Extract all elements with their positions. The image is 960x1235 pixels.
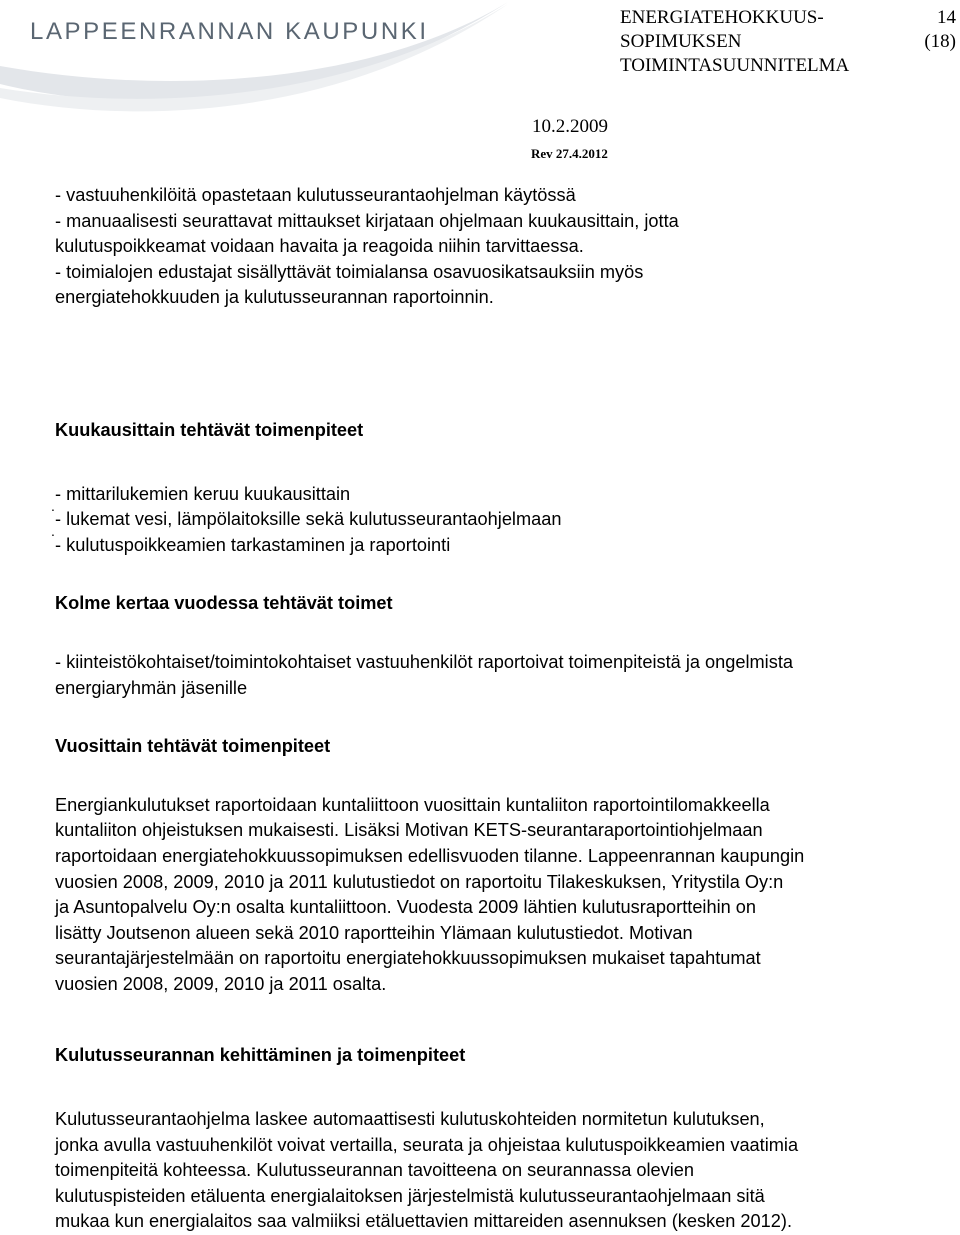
page-current: 14 xyxy=(937,7,956,28)
yearly-line: kuntaliiton ohjeistuksen mukaisesti. Lisäksi Motivan KETS-seurantaraportointiohjelmaan xyxy=(55,820,763,841)
page-number xyxy=(896,6,956,54)
monthly-item xyxy=(55,482,955,508)
title-line: ENERGIATEHOKKUUS- xyxy=(620,7,824,28)
document-revision: Rev 27.4.2012 xyxy=(531,146,608,161)
yearly-line: ja Asuntopalvelu Oy:n osalta kuntaliittoon. Vuodesta 2009 lähtien kulutusraportteihin on xyxy=(55,897,757,918)
document-body xyxy=(55,183,955,1235)
monthly-item xyxy=(55,507,955,533)
logo-text: LAPPEENRANNAN KAUPUNKI xyxy=(30,18,429,45)
monthly-heading: Kuukausittain tehtävät toimenpiteet xyxy=(55,419,364,440)
intro-line: - manuaalisesti seurattavat mittaukset kirjataan ohjelmaan kuukausittain, jotta xyxy=(55,210,679,231)
yearly-line: raportoidaan energiatehokkuussopimuksen edellisvuoden tilanne. Lappeenrannan kaupungin xyxy=(55,845,805,866)
three-times-line: - kiinteistökohtaiset/toimintokohtaiset vastuuhenkilöt raportoivat toimenpiteistä ja ongelmista xyxy=(55,651,793,672)
yearly-line: vuosien 2008, 2009, 2010 ja 2011 kulutustiedot on raportoitu Tilakeskuksen, Yritystila Oy:n xyxy=(55,871,784,892)
monthly-item-text: - mittarilukemien keruu kuukausittain xyxy=(55,483,351,504)
document-date: 10.2.2009 xyxy=(532,116,608,137)
intro-line: - toimialojen edustajat sisällyttävät toimialansa osavuosikatsauksiin myös xyxy=(55,261,644,282)
monthly-item-text: - lukemat vesi, lämpölaitoksille sekä kulutusseurantaohjelmaan xyxy=(55,509,562,530)
intro-line: kulutuspoikkeamat voidaan havaita ja reagoida niihin tarvittaessa. xyxy=(55,236,584,257)
yearly-line: vuosien 2008, 2009, 2010 ja 2011 osalta. xyxy=(55,973,387,994)
development-line: jonka avulla vastuuhenkilöt voivat vertailla, seurata ja ohjeistaa kulutuspoikkeamien vaatimia xyxy=(55,1134,799,1155)
development-line: mukaa kun energialaitos saa valmiiksi etäluettavien mittareiden asennuksen (kesken 2012). xyxy=(55,1211,793,1232)
title-line: SOPIMUKSEN xyxy=(620,31,742,52)
intro-line: energiatehokkuuden ja kulutusseurannan raportoinnin. xyxy=(55,287,494,308)
yearly-line: lisätty Joutsenon alueen sekä 2010 raportteihin Ylämaan kulutustiedot. Motivan xyxy=(55,922,693,943)
development-line: toimenpiteitä kohteessa. Kulutusseurannan tavoitteena on seurannassa olevien xyxy=(55,1160,695,1181)
three-times-line: energiaryhmän jäsenille xyxy=(55,677,248,698)
development-line: Kulutusseurantaohjelma laskee automaattisesti kulutuskohteiden normitetun kulutuksen, xyxy=(55,1109,765,1130)
page-total: (18) xyxy=(924,31,956,52)
three-times-heading: Kolme kertaa vuodessa tehtävät toimet xyxy=(55,593,393,614)
yearly-heading: Vuosittain tehtävät toimenpiteet xyxy=(55,736,331,757)
development-heading: Kulutusseurannan kehittäminen ja toimenpiteet xyxy=(55,1045,466,1066)
document-title xyxy=(620,6,849,78)
yearly-line: Energiankulutukset raportoidaan kuntaliittoon vuosittain kuntaliiton raportointilomakkeella xyxy=(55,794,770,815)
city-logo xyxy=(0,0,520,130)
development-line: kulutuspisteiden etäluenta energialaitoksen järjestelmistä kulutusseurantaohjelmaan sitä xyxy=(55,1185,765,1206)
intro-line: - vastuuhenkilöitä opastetaan kulutusseurantaohjelman käytössä xyxy=(55,185,576,205)
title-line: TOIMINTASUUNNITELMA xyxy=(620,55,850,76)
yearly-line: seurantajärjestelmään on raportoitu energiatehokkuussopimuksen mukaiset tapahtumat xyxy=(55,948,761,969)
monthly-item: - kulutuspoikkeamien tarkastaminen ja raportointi xyxy=(55,534,451,555)
